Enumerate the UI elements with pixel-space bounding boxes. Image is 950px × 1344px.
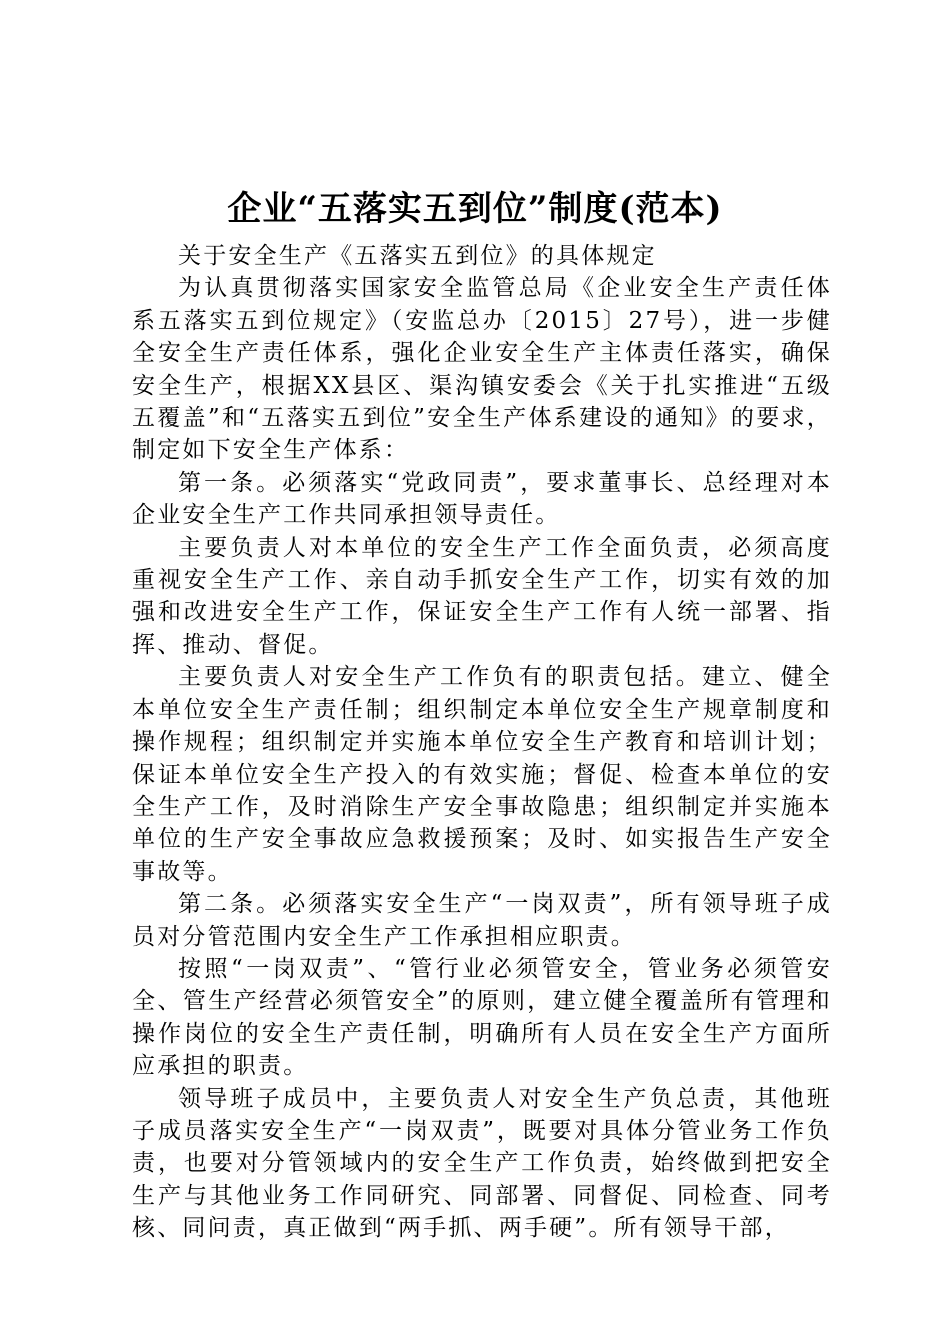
paragraph-principal-responsibility: 主要负责人对本单位的安全生产工作全面负责，必须高度重视安全生产工作、亲自动手抓安全生产工作，切实有效的加强和改进安全生产工作，保证安全生产工作有人统一部署、指挥、推动、督促。 [132,534,832,658]
paragraph-preamble: 为认真贯彻落实国家安全监管总局《企业安全生产责任体系五落实五到位规定》（安监总办〔2015〕27号），进一步健全安全生产责任体系，强化企业安全生产主体责任落实，确保安全生产，根据XX县区、渠沟镇安委会《关于扎实推进“五级五覆盖”和“五落实五到位”安全生产体系建设的通知》的要求，制定如下安全生产体系： [132,275,832,464]
document-title: 企业“五落实五到位”制度(范本) [227,189,723,229]
document-body [132,240,832,1245]
paragraph-article-1: 第一条。必须落实“党政同责”，要求董事长、总经理对本企业安全生产工作共同承担领导责任。 [132,469,832,529]
paragraph-subtitle: 关于安全生产《五落实五到位》的具体规定 [178,243,657,269]
paragraph-dual-duty-principle: 按照“一岗双责”、“管行业必须管安全，管业务必须管安全、管生产经营必须管安全”的原则，建立健全覆盖所有管理和操作岗位的安全生产责任制，明确所有人员在安全生产方面所应承担的职责。 [132,955,832,1080]
paragraph-article-2: 第二条。必须落实安全生产“一岗双责”，所有领导班子成员对分管范围内安全生产工作承担相应职责。 [132,891,832,950]
paragraph-principal-duties: 主要负责人对安全生产工作负有的职责包括。建立、健全本单位安全生产责任制；组织制定本单位安全生产规章制度和操作规程；组织制定并实施本单位安全生产教育和培训计划；保证本单位安全生产投入的有效实施；督促、检查本单位的安全生产工作，及时消除生产安全事故隐患；组织制定并实施本单位的生产安全事故应急救援预案；及时、如实报告生产安全事故等。 [132,664,832,885]
paragraph-leadership-team: 领导班子成员中，主要负责人对安全生产负总责，其他班子成员落实安全生产“一岗双责”，既要对具体分管业务工作负责，也要对分管领域内的安全生产工作负责，始终做到把安全生产与其他业务工作同研究、同部署、同督促、同检查、同考核、同问责，真正做到“两手抓、两手硬”。所有领导干部， [132,1085,832,1242]
